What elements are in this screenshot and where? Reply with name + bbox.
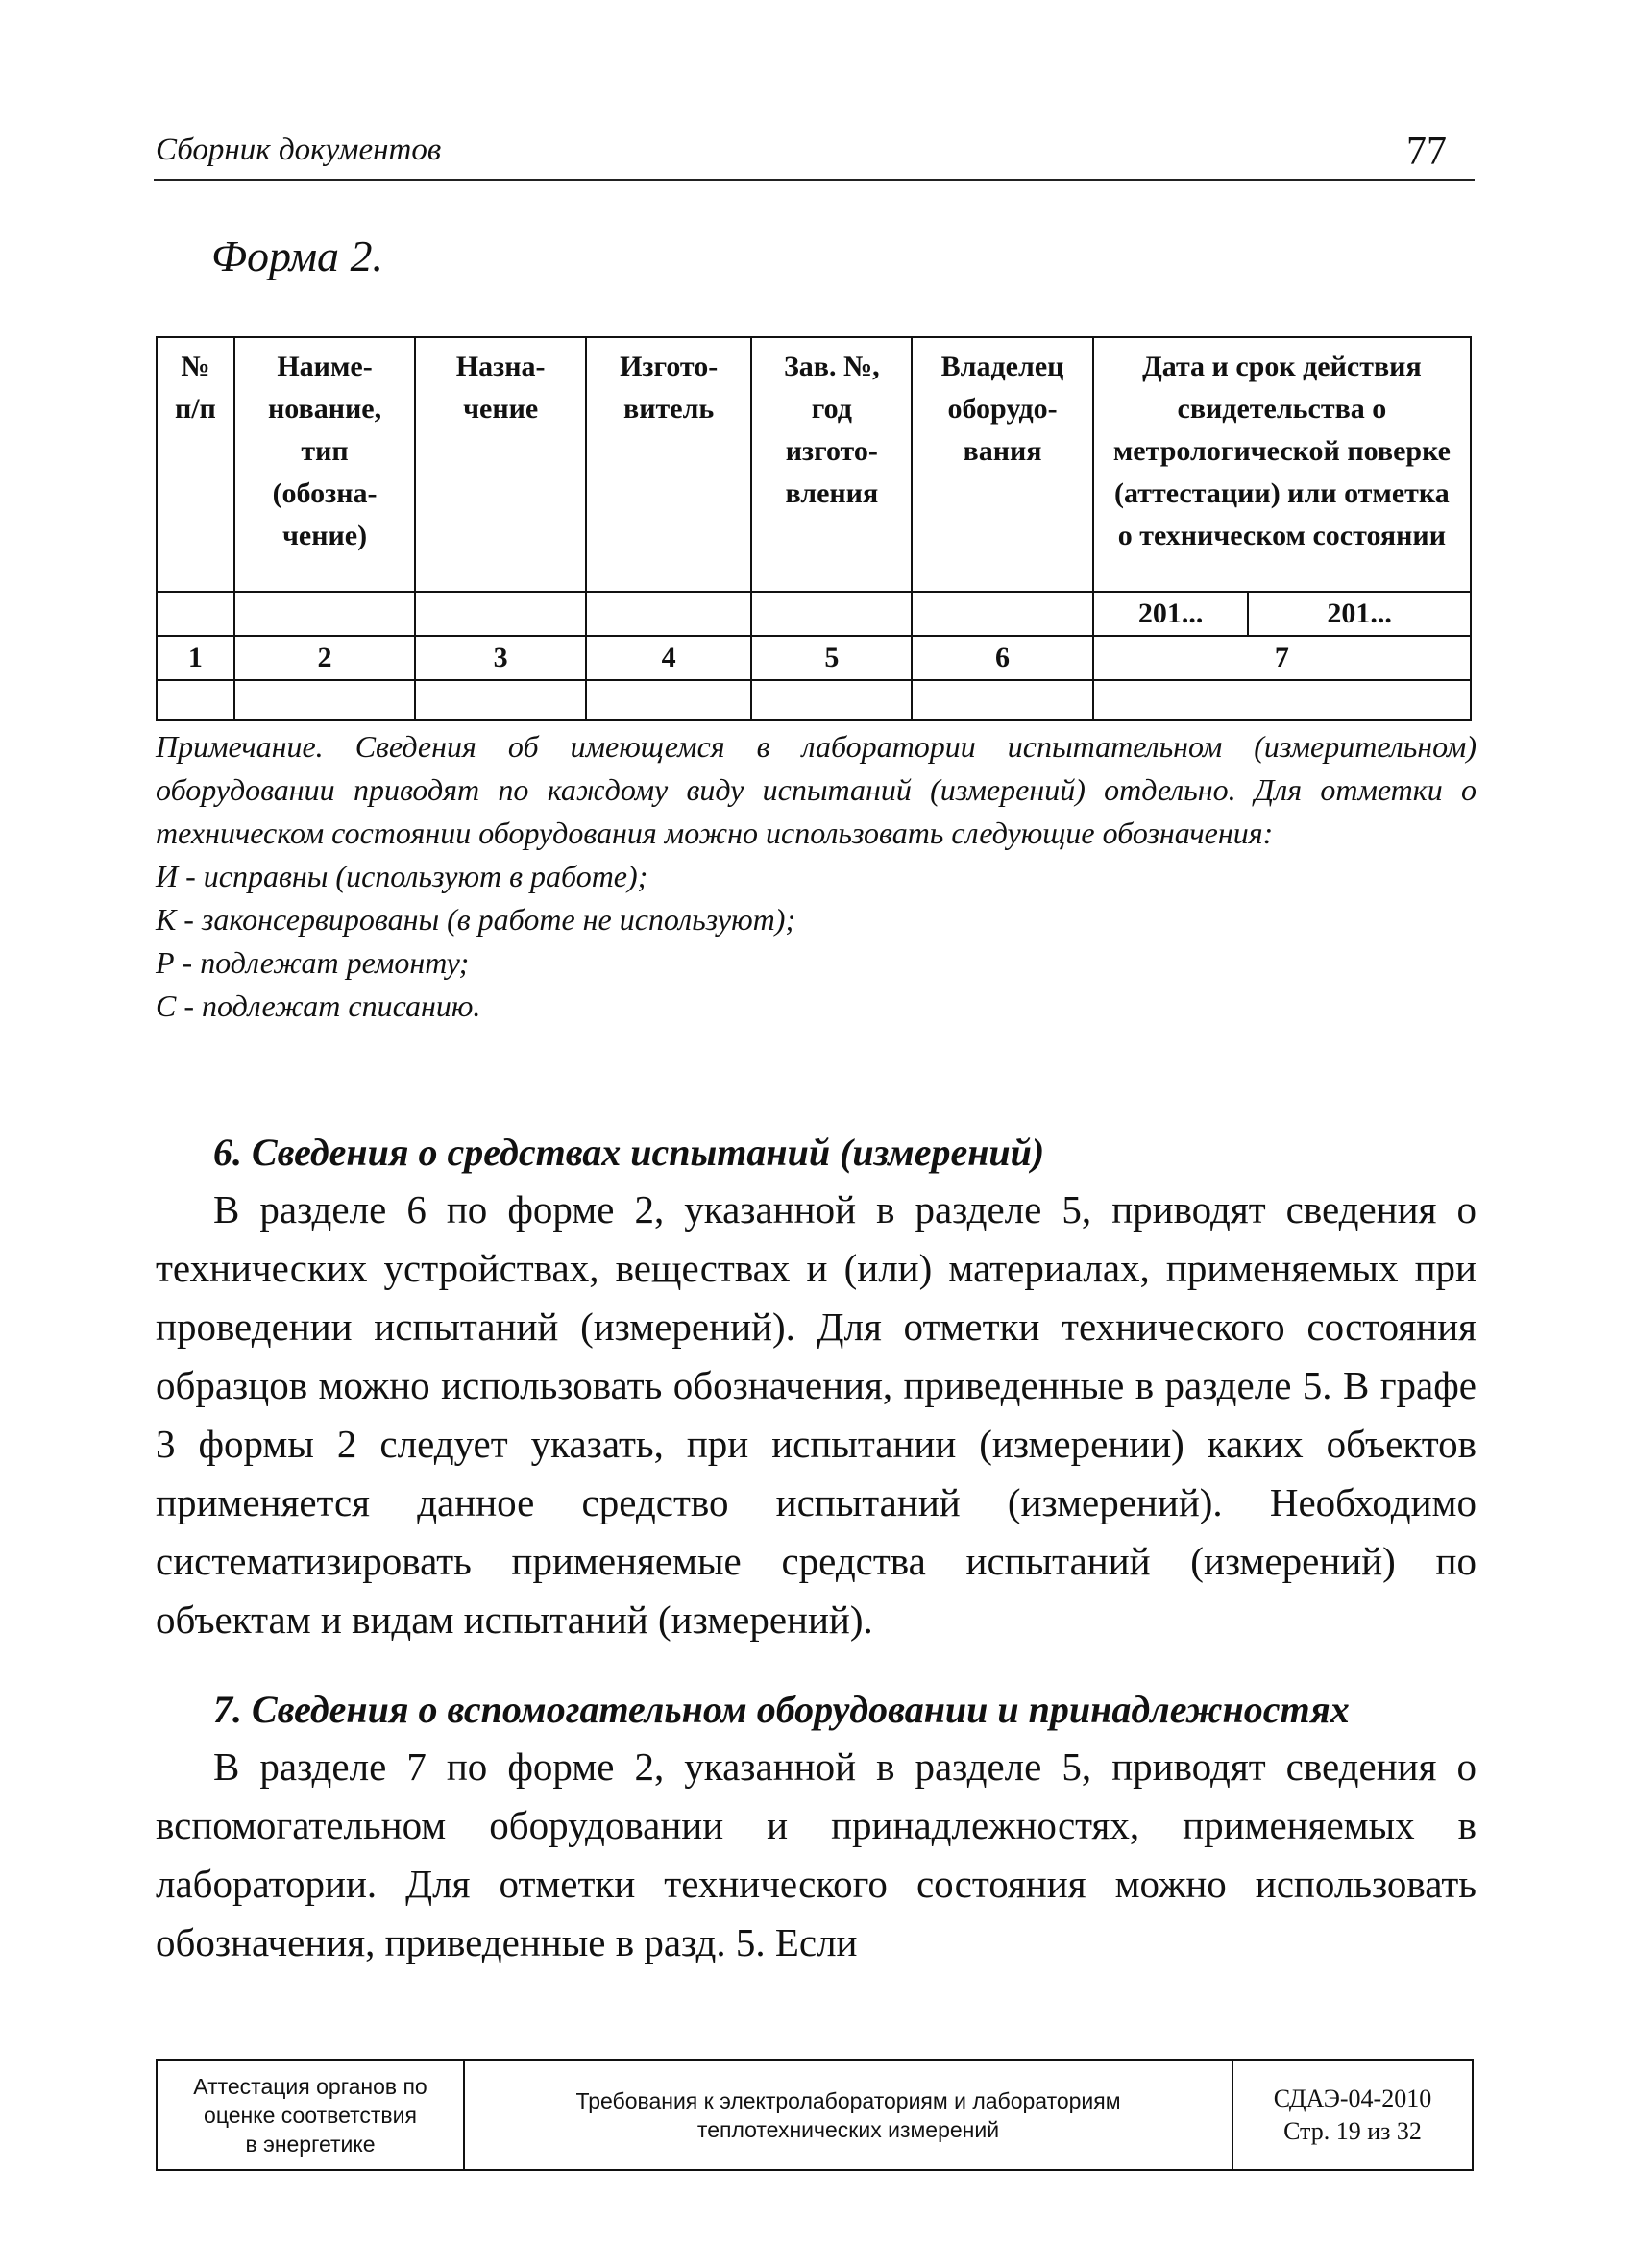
table-cell [415, 592, 586, 636]
col-header-purpose: Назна- чение [415, 337, 586, 592]
col-header-manufacturer: Изгото- витель [586, 337, 751, 592]
column-number-3: 3 [415, 636, 586, 680]
col-header-owner: Владелец оборудо- вания [912, 337, 1093, 592]
table-cell [751, 592, 912, 636]
table-cell [157, 680, 234, 720]
form-2-table [156, 336, 1472, 721]
column-number-6: 6 [912, 636, 1093, 680]
table-cell [586, 680, 751, 720]
col-header-name-type: Наиме- нование, тип (обозна- чение) [234, 337, 416, 592]
table-cell [1093, 680, 1471, 720]
form-label: Форма 2. [211, 232, 384, 280]
note-item: И - исправны (используют в работе); [156, 859, 648, 893]
footer-stamp [156, 2059, 1474, 2171]
section-7 [156, 1681, 1476, 1972]
column-number-1: 1 [157, 636, 234, 680]
footer-document-code: СДАЭ-04-2010 Стр. 19 из 32 [1232, 2060, 1473, 2170]
column-number-2: 2 [234, 636, 416, 680]
year-cell-2: 201... [1248, 592, 1471, 636]
table-cell [586, 592, 751, 636]
year-cell-1: 201... [1093, 592, 1249, 636]
table-cell [157, 592, 234, 636]
footer-organization: Аттестация органов по оценке соответствия в энергетике [157, 2060, 464, 2170]
col-header-serial-year: Зав. №, год изгото- вления [751, 337, 912, 592]
table-cell [751, 680, 912, 720]
notes-block [156, 725, 1476, 1028]
table-cell [234, 592, 416, 636]
running-header-title: Сборник документов [156, 133, 442, 167]
table-cell [912, 592, 1093, 636]
column-number-4: 4 [586, 636, 751, 680]
col-header-number: № п/п [157, 337, 234, 592]
note-item: С - подлежат списанию. [156, 988, 481, 1023]
col-header-verification-date: Дата и срок действия свидетельства о метрологической поверке (аттестации) или отметка о техническом состоянии [1093, 337, 1471, 592]
note-item: Р - подлежат ремонту; [156, 945, 470, 980]
section-7-paragraph: В разделе 7 по форме 2, указанной в разделе 5, приводят сведения о вспомогательном оборудовании и принадлежностях, применяемых в лаборатории. Для отметки технического состояния можно использовать обозначения, приведенные в разд. 5. Если [156, 1744, 1476, 1964]
section-7-heading: 7. Сведения о вспомогательном оборудовании и принадлежностях [213, 1688, 1350, 1731]
section-6 [156, 1124, 1476, 1649]
section-6-heading: 6. Сведения о средствах испытаний (измерений) [213, 1131, 1045, 1174]
table-cell [912, 680, 1093, 720]
header-rule [154, 179, 1475, 181]
table-cell [234, 680, 416, 720]
note-item: К - законсервированы (в работе не используют); [156, 902, 796, 937]
note-text: Примечание. Сведения об имеющемся в лаборатории испытательном (измерительном) оборудовании приводят по каждому виду испытаний (измерений) отдельно. Для отметки о техническом состоянии оборудования можно использовать следующие обозначения: [156, 729, 1476, 850]
section-6-paragraph: В разделе 6 по форме 2, указанной в разделе 5, приводят сведения о технических устройствах, веществах и (или) материалах, применяемых при проведении испытаний (измерений). Для отметки технического состояния образцов можно использовать обозначения, приведенные в разделе 5. В графе 3 формы 2 следует указать, при испытании (измерении) каких объектов применяется данное средство испытаний (измерений). Необходимо систематизировать применяемые средства испытаний (измерений) по объектам и видам испытаний (измерений). [156, 1187, 1476, 1642]
column-number-5: 5 [751, 636, 912, 680]
footer-document-title: Требования к электролабораториям и лабораториям теплотехнических измерений [464, 2060, 1232, 2170]
table-cell [415, 680, 586, 720]
page-number: 77 [1406, 130, 1447, 174]
column-number-7: 7 [1093, 636, 1471, 680]
